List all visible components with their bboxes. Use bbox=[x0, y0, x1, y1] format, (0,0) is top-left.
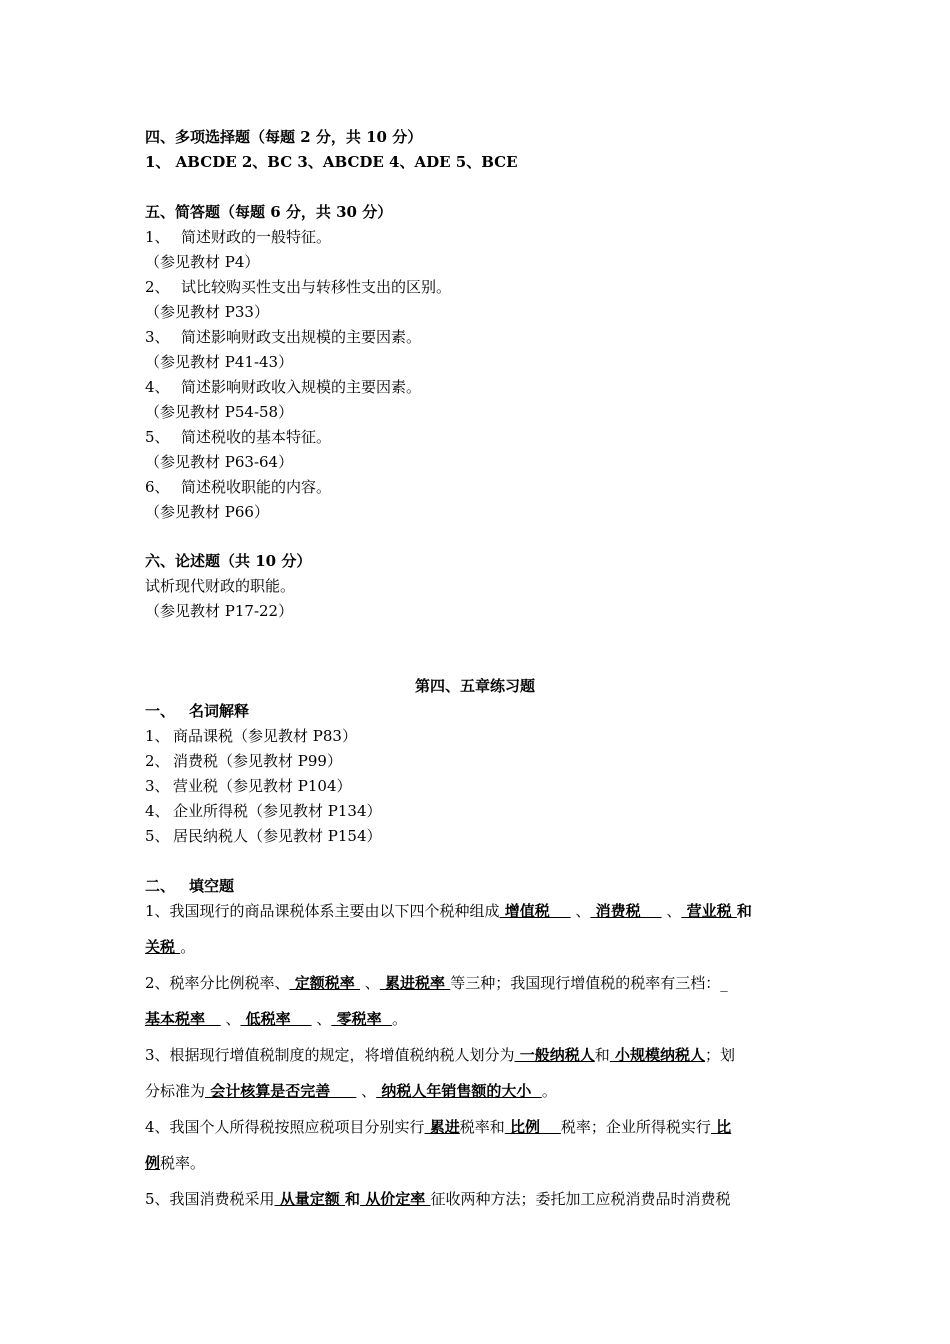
answer-blank: 纳税人年销售额的大小 bbox=[376, 1082, 542, 1100]
answer-blank: 消费税 bbox=[590, 902, 662, 920]
term-item: 1、 商品课税（参见教材 P83） bbox=[145, 727, 357, 745]
answer-blank: 例 bbox=[145, 1154, 161, 1172]
short-answer-item: 3、 简述影响财政支出规模的主要因素。 bbox=[145, 328, 422, 346]
short-answer-item: 5、 简述税收的基本特征。 bbox=[145, 428, 332, 446]
term-item: 4、 企业所得税（参见教材 P134） bbox=[145, 802, 382, 820]
reference-note: （参见教材 P33） bbox=[145, 303, 269, 321]
answer-blank: 累进 bbox=[424, 1118, 460, 1136]
answer-blank: 一般纳税人 bbox=[514, 1046, 595, 1064]
fill-question-2: 2、税率分比例税率、 定额税率 、 累进税率 等三种；我国现行增值税的税率有三档：_ bbox=[145, 974, 728, 992]
short-answer-item: 1、 简述财政的一般特征。 bbox=[145, 228, 332, 246]
fill-question-3: 3、根据现行增值税制度的规定，将增值税纳税人划分为 一般纳税人和 小规模纳税人；划 bbox=[145, 1046, 736, 1064]
answer-blank: 基本税率 bbox=[145, 1010, 221, 1028]
reference-note: （参见教材 P63-64） bbox=[145, 453, 294, 471]
answer-blank: 关税 bbox=[145, 938, 181, 956]
answer-blank: 从价定率 bbox=[360, 1190, 431, 1208]
section-5-heading: 五、简答题（每题 6 分，共 30 分） bbox=[145, 203, 393, 221]
reference-note: （参见教材 P66） bbox=[145, 503, 269, 521]
answer-blank: 营业税 bbox=[681, 902, 737, 920]
fill-question-3-cont: 分标准为 会计核算是否完善 、 纳税人年销售额的大小 。 bbox=[145, 1082, 557, 1100]
essay-question: 试析现代财政的职能。 bbox=[145, 577, 296, 595]
term-item: 2、 消费税（参见教材 P99） bbox=[145, 752, 342, 770]
answer-blank: 比例 bbox=[504, 1118, 561, 1136]
fill-question-1-cont: 关税 。 bbox=[145, 938, 196, 956]
reference-note: （参见教材 P41-43） bbox=[145, 353, 294, 371]
fill-question-1: 1、我国现行的商品课税体系主要由以下四个税种组成 增值税 、 消费税 、 营业税 和 bbox=[145, 902, 752, 920]
chapter-title: 第四、五章练习题 bbox=[414, 677, 535, 695]
section-4-answers: 1、 ABCDE 2、BC 3、ABCDE 4、ADE 5、BCE bbox=[145, 153, 518, 171]
answer-blank: 累进税率 bbox=[379, 974, 451, 992]
short-answer-item: 2、 试比较购买性支出与转移性支出的区别。 bbox=[145, 278, 452, 296]
fill-question-4-cont: 例税率。 bbox=[145, 1154, 206, 1172]
short-answer-item: 4、 简述影响财政收入规模的主要因素。 bbox=[145, 378, 422, 396]
reference-note: （参见教材 P4） bbox=[145, 253, 260, 271]
answer-blank: 会计核算是否完善 bbox=[205, 1082, 357, 1100]
section-4-heading: 四、多项选择题（每题 2 分，共 10 分） bbox=[145, 128, 423, 146]
answer-blank: 小规模纳税人 bbox=[609, 1046, 706, 1064]
fill-question-4: 4、我国个人所得税按照应税项目分别实行 累进税率和 比例 税率；企业所得税实行 比 bbox=[145, 1118, 732, 1136]
fill-question-5: 5、我国消费税采用 从量定额 和 从价定率 征收两种方法；委托加工应税消费品时消费税 bbox=[145, 1190, 731, 1208]
reference-note: （参见教材 P54-58） bbox=[145, 403, 294, 421]
answer-blank: 增值税 bbox=[499, 902, 571, 920]
term-item: 3、 营业税（参见教材 P104） bbox=[145, 777, 352, 795]
reference-note: （参见教材 P17-22） bbox=[145, 602, 294, 620]
answer-blank: 定额税率 bbox=[289, 974, 360, 992]
answer-blank: 从量定额 bbox=[274, 1190, 345, 1208]
answer-blank: 低税率 bbox=[240, 1010, 312, 1028]
part-2-heading: 二、 填空题 bbox=[145, 877, 235, 895]
section-6-heading: 六、论述题（共 10 分） bbox=[145, 552, 312, 570]
answer-blank: 比 bbox=[710, 1118, 732, 1136]
short-answer-item: 6、 简述税收职能的内容。 bbox=[145, 478, 332, 496]
term-item: 5、 居民纳税人（参见教材 P154） bbox=[145, 827, 382, 845]
part-1-heading: 一、 名词解释 bbox=[145, 702, 250, 720]
answer-blank: 零税率 bbox=[331, 1010, 393, 1028]
fill-question-2-cont: 基本税率 、 低税率 、 零税率 。 bbox=[145, 1010, 408, 1028]
